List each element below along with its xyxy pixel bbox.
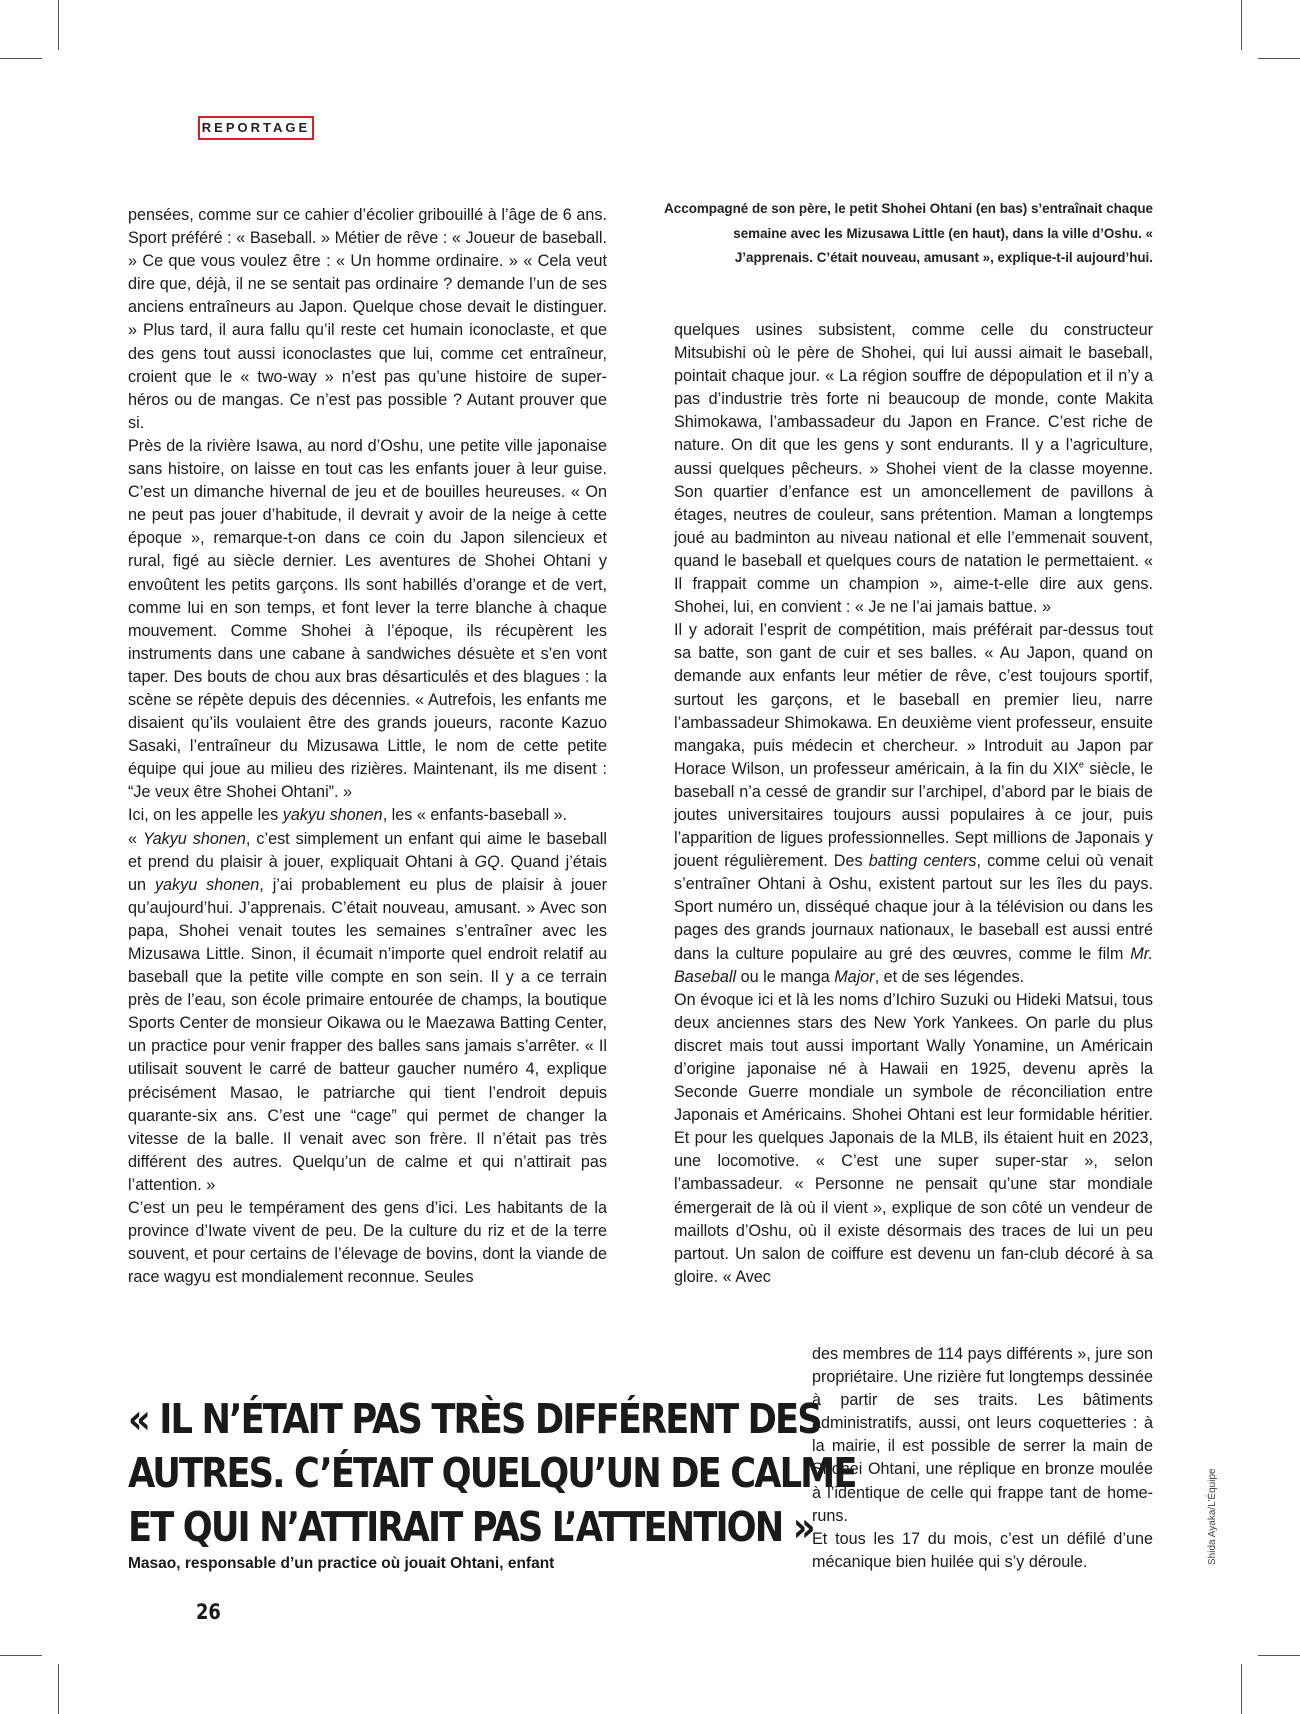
page-number: 26 xyxy=(196,1600,221,1624)
crop-mark xyxy=(0,58,42,59)
paragraph: Et tous les 17 du mois, c’est un défilé d’une mécanique bien huilée qui s’y déroule. xyxy=(812,1529,1153,1571)
crop-mark xyxy=(1241,0,1242,50)
paragraph: C’est un peu le tempérament des gens d’ici. Les habitants de la province d’Iwate vivent de peu. De la culture du riz et de la terre souvent, et pour certains de l’élevage de bovins, dont la viande de race wagyu est mondialement reconnue. Seules xyxy=(128,1199,607,1287)
crop-mark xyxy=(1258,1655,1300,1656)
paragraph: Ici, on les appelle les yakyu shonen, les « enfants-baseball ». xyxy=(128,806,568,825)
section-label: REPORTAGE xyxy=(198,116,314,140)
crop-mark xyxy=(1241,1664,1242,1714)
crop-mark xyxy=(58,0,59,50)
crop-mark xyxy=(0,1655,42,1656)
right-column-continued xyxy=(812,1343,1153,1574)
right-column xyxy=(674,319,1153,1289)
pull-quote xyxy=(128,1392,856,1554)
paragraph: Près de la rivière Isawa, au nord d’Oshu, une petite ville japonaise sans histoire, on laisse en tout cas les enfants jouer à leur guise. C’est un dimanche hivernal de jeu et de bouilles heureuses. « On ne peut pas jouer d’habitude, il devrait y avoir de la neige à cette époque », remarque-t-on dans ce coin du Japon silencieux et rural, figé au siècle dernier. Les aventures de Shohei Ohtani y envoûtent les petits garçons. Ils sont habillés d’orange et de vert, comme lui en son temps, et font lever la terre blanche à chaque mouvement. Comme Shohei à l’époque, ils récupèrent les instruments dans une cabane à sandwiches désuète et s’en vont taper. Des bouts de chou aux bras désarticulés et des blagues : la scène se répète depuis des décennies. « Autrefois, les enfants me disaient qu’ils voulaient être des grands joueurs, raconte Kazuo Sasaki, l’entraîneur du Mizusawa Little, le nom de cette petite équipe qui joue au milieu des rizières. Maintenant, ils me disent : “Je veux être Shohei Ohtani”. » xyxy=(128,436,607,802)
quote-attribution: Masao, responsable d’un practice où jouait Ohtani, enfant xyxy=(128,1555,555,1572)
paragraph: pensées, comme sur ce cahier d’écolier gribouillé à l’âge de 6 ans. Sport préféré : « Baseball. » Métier de rêve : « Joueur de baseball. » Ce que vous voulez être : « Un homme ordinaire. » « Cela veut dire que, déjà, il ne se sentait pas ordinaire ? demande l’un de ses anciens entraîneurs au Japon. Quelque chose devait le distinguer. » Plus tard, il aura fallu qu’il reste cet humain iconoclaste, et que des gens tout aussi iconoclastes que lui, comme cet entraîneur, croient que le « two-way » n’est pas qu’une histoire de super-héros ou de mangas. Ce n’est pas possible ? Autant prouver que si. xyxy=(128,206,607,432)
pull-quote-line: AUTRES. C’ÉTAIT QUELQU’UN DE CALME xyxy=(128,1449,856,1497)
paragraph: « Yakyu shonen, c’est simplement un enfant qui aime le baseball et prend du plaisir à jouer, expliquait Ohtani à GQ. Quand j’étais un yakyu shonen, j’ai probablement eu plus de plaisir à jouer qu’aujourd’hui. J’apprenais. C’était nouveau, amusant. » Avec son papa, Shohei venait toutes les semaines s’entraîner avec les Mizusawa Little. Sinon, il écumait n’importe quel endroit relatif au baseball que la petite ville compte en son sein. Il y a ce terrain près de l’eau, son école primaire entourée de champs, la boutique Sports Center de monsieur Oikawa ou le Maezawa Batting Center, un practice pour venir frapper des balles sans jamais s’arrêter. « Il utilisait souvent le carré de batteur gaucher numéro 4, explique précisément Masao, le patriarche qui tient l’endroit depuis quarante-six ans. C’est une “cage” qui permet de changer la vitesse de la balle. Il venait avec son frère. Il n’était pas très différent des autres. Quelqu’un de calme et qui n’attirait pas l’attention. » xyxy=(128,829,607,1194)
crop-mark xyxy=(1258,58,1300,59)
crop-mark xyxy=(58,1664,59,1714)
left-column xyxy=(128,204,607,1289)
paragraph: des membres de 114 pays différents », jure son propriétaire. Une rizière fut longtemps dessinée à partir de ses traits. Les bâtiments administratifs, aussi, ont leurs coquetteries : à la mairie, il est possible de serrer la main de Shohei Ohtani, une réplique en bronze moulée à l’identique de celle qui frappe tant de home-runs. xyxy=(812,1345,1153,1525)
photo-caption: Accompagné de son père, le petit Shohei Ohtani (en bas) s’entraînait chaque semaine avec les Mizusawa Little (en haut), dans la ville d’Oshu. « J’apprenais. C’était nouveau, amusant », explique-t-il aujourd’hui. xyxy=(664,201,1153,265)
photo-credit: Shida Ayaka/L’Équipe xyxy=(1207,1468,1218,1565)
paragraph: Il y adorait l’esprit de compétition, mais préférait par-dessus tout sa batte, son gant de cuir et ses balles. « Au Japon, quand on demande aux enfants leur métier de rêve, c’est toujours sportif, surtout les garçons, et le baseball en premier lieu, narre l’ambassadeur Shimokawa. En deuxième vient professeur, ensuite mangaka, puis médecin et chercheur. » Introduit au Japon par Horace Wilson, un professeur américain, à la fin du XIXe siècle, le baseball n’a cessé de grandir sur l’archipel, d’abord par le biais de joutes universitaires toujours aussi populaires à ce jour, puis l’apparition de ligues professionnelles. Sept millions de Japonais y jouent régulièrement. Des batting centers, comme celui où venait s’entraîner Ohtani à Oshu, existent partout sur les îles du pays. Sport numéro un, disséqué chaque jour à la télévision ou dans les pages des grands journaux nationaux, le baseball est aussi entré dans la culture populaire au gré des œuvres, comme le film Mr. Baseball ou le manga Major, et de ses légendes. xyxy=(674,621,1153,986)
paragraph: On évoque ici et là les noms d’Ichiro Suzuki ou Hideki Matsui, tous deux anciennes stars des New York Yankees. On parle du plus discret mais tout aussi important Wally Yonamine, un Américain d’origine japonaise né à Hawaii en 1925, devenu après la Seconde Guerre mondiale un symbole de réconciliation entre Japonais et Américains. Shohei Ohtani est leur formidable héritier. Et pour les quelques Japonais de la MLB, ils étaient huit en 2023, une locomotive. « C’est une super super-star », selon l’ambassadeur. « Personne ne pensait qu’une star mondiale émergerait de là où il vient », explique de son côté un vendeur de maillots d’Oshu, où il existe désormais des traces de lui un peu partout. Un salon de coiffure est devenu un fan-club décoré à sa gloire. « Avec xyxy=(674,990,1153,1286)
pull-quote-line: ET QUI N’ATTIRAIT PAS L’ATTENTION » xyxy=(128,1503,814,1551)
paragraph: quelques usines subsistent, comme celle du constructeur Mitsubishi où le père de Shohei, qui lui aussi aimait le baseball, pointait chaque jour. « La région souffre de dépopulation et il n’y a pas d’industrie très forte ni beaucoup de monde, conte Makita Shimokawa, l’ambassadeur du Japon en France. C’est riche de nature. On dit que les gens y sont endurants. Il y a l’agriculture, aussi quelques pêcheurs. » Shohei vient de la classe moyenne. Son quartier d’enfance est un amoncellement de pavillons à étages, neutres de couleur, sans prétention. Maman a longtemps joué au badminton au niveau national et elle l’emmenait souvent, quand le baseball et quelques cours de natation le permettaient. « Il frappait comme un champion », aime-t-elle dire aux gens. Shohei, lui, en convient : « Je ne l’ai jamais battue. » xyxy=(674,321,1153,617)
pull-quote-line: « IL N’ÉTAIT PAS TRÈS DIFFÉRENT DES xyxy=(128,1395,821,1443)
